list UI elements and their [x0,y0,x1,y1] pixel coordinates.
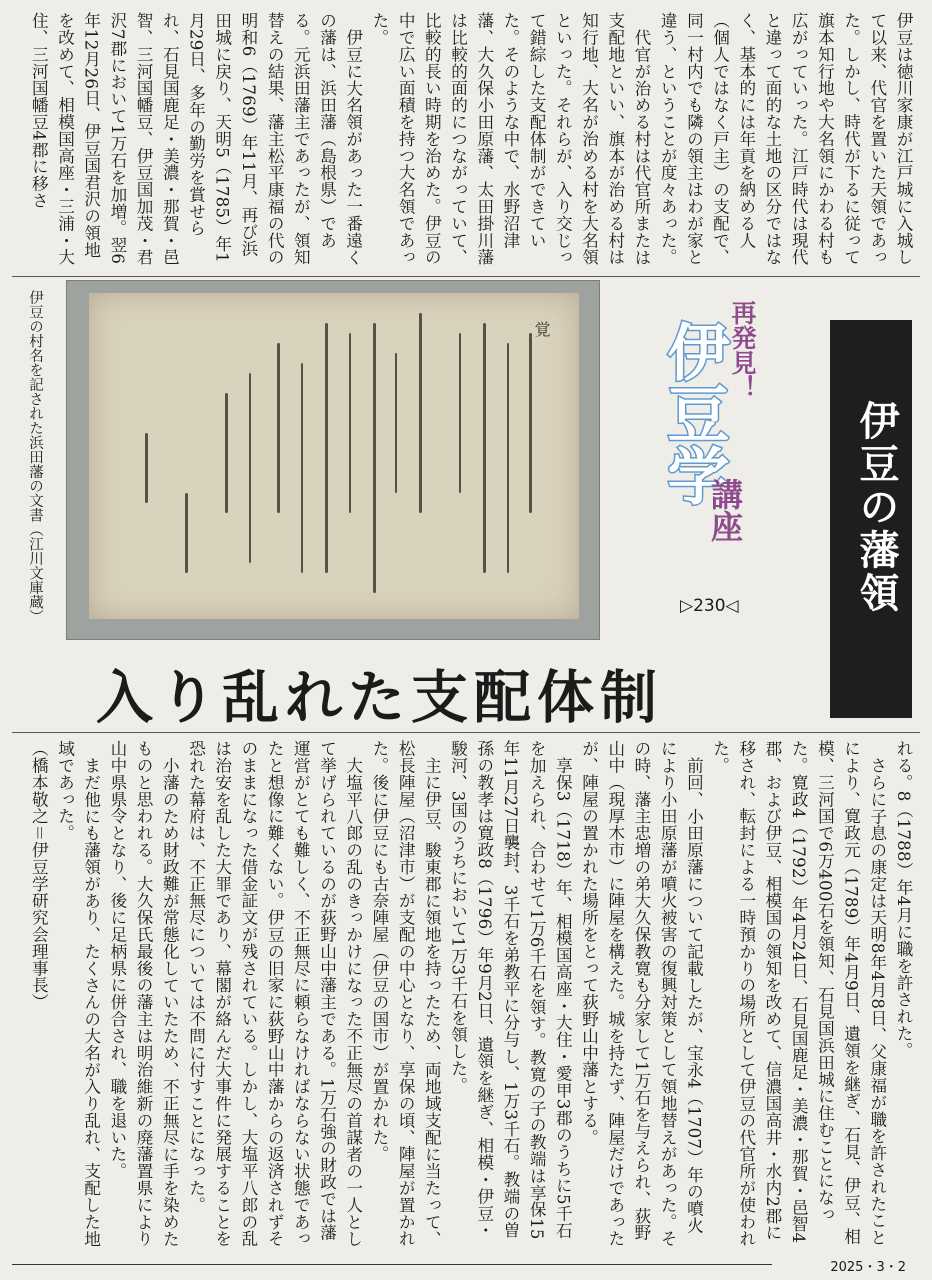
article-paragraph: さらに子息の康定は天明8年4月8日、父康福が職を許されたことにより、寛政元（1789）年4月9日、遺領を継ぎ、石見、伊豆、相模、三河国で6万400石を領知、石見国浜田城に住むことになった。寛政4（1792）年4月24日、石見国鹿足・美濃・那賀・邑智4郡、および伊豆、相模国の領知を改めて、信濃国高井・水内2郡に移され、転封による一時預かりの場所として伊豆の代官所が使われた。 [710,740,887,1247]
series-logo [650,300,810,590]
article-bottom-block [29,740,916,1250]
article-paragraph: 小藩のため財政難が常態化していたため、不正無尽に手を染めたものと思われる。大久保氏最後の藩主は明治維新の廃藩置県により山中県県令となり、後に足柄県に併合され、職を退いた。 [107,740,180,1247]
series-number: ▷230◁ [680,596,739,616]
divider [12,276,920,277]
article-paragraph: 大塩平八郎の乱のきっかけになった不正無尽の首謀者の一人として挙げられているのが荻野山中藩主である。1万石強の財政では藩運営がとても難しく、不正無尽に頼らなければならない状態であったと想像に難くない。伊豆の旧家に荻野山中藩からの返済されずそのままになった借金証文が残されている。しかし、大塩平八郎の乱は治安を乱した大罪であり、幕閣が絡んだ大事件に発展することを恐れた幕府は、不正無尽については不問に付すことになった。 [186,740,363,1247]
publication-date: 2025・3・2 [822,1256,906,1275]
article-top-block [29,12,916,270]
article-paragraph: 伊豆は徳川家康が江戸城に入城して以来、代官を置いた天領であった。しかし、時代が下るに従って旗本知行地や大名領にかわる村も広がっていった。江戸時代は現代と違って面的な土地の区分ではなく、基本的には年貢を納める人（個人ではなく戸主）の支配で、同一村内でも隣の領主はわが家と違う、ということが度々あった。 [658,12,913,266]
article-paragraph: 代官が治める村は代官所または支配地といい、旗本が治める村は知行地、大名が治める村を大名領といった。それらが、入り交じって錯綜した支配体制ができていた。そのような中で、水野沼津藩、大久保小田原藩、太田掛川藩は比較的面的につながっていて、比較的長い時期を治めた。伊豆の中で広い面積を持つ大名領であった。 [369,12,651,266]
article-paragraph: 享保3（1718）年、相模国高座・大住・愛甲3郡のうちに5千石を加えられ、合わせて1万6千石を領す。教寛の子の教端は享保15年11月27日襲封、3千石を弟教平に分与し、1万3千石。教端の曽孫の教孝は寛政8（1796）年9月2日、遺領を継ぎ、相模・伊豆・駿河、3国のうちにおいて1万3千石を領した。 [448,740,573,1240]
series-label-small: 再発見！ [728,300,757,400]
article-paragraph: 主に伊豆、駿東郡に領地を持ったため、両地域支配に当たって、松長陣屋（沼津市）が支配の中心となり、享保の頃、陣屋が置かれた。後に伊豆にも古奈陣屋（伊豆の国市）が置かれた。 [369,740,442,1247]
historical-document-photo [66,280,600,640]
headline: 入り乱れた支配体制 [96,664,663,731]
document-mark: 覚 [532,321,551,337]
topic-title: 伊豆の藩領 [853,400,899,615]
series-label-main: 伊豆学 [657,320,730,506]
article-paragraph: 前回、小田原藩について記載したが、宝永4（1707）年の噴火により小田原藩が噴火被害の復興対策として領地替えがあった。その時、藩主忠増の弟大久保教寛も分家して1万石を与えられ、荻野山中（現厚木市）に陣屋を構えた。城を持たず、陣屋だけであったが、陣屋の置かれた場所をとって荻野山中藩とする。 [579,740,704,1247]
divider [12,732,920,733]
article-paragraph: 伊豆に大名領があった一番遠くの藩は、浜田藩（島根県）である。元浜田藩主であったが、領知替えの結果、藩主松平康福の代の明和6（1769）年11月、再び浜田城に戻り、天明5（1785）年1月29日、多年の勤労を賞せられ、石見国鹿足・美濃・那賀・邑智、三河国幡豆、伊豆国加茂・君沢7郡において1万石を加増。翌6年12月26日、伊豆国君沢の領地を改めて、相模国高座・三浦・大住、三河国幡豆4郡に移さ [29,12,363,266]
document-paper [89,293,579,619]
footer-rule [12,1264,772,1265]
byline: （橋本敬之＝伊豆学研究会理事長） [29,740,49,1011]
article-paragraph: れる。8（1788）年4月に職を許された。 [894,740,913,1059]
topic-box [830,320,912,718]
series-label-sub: 講座 [706,478,744,542]
photo-caption: 伊豆の村名を記された浜田藩の文書（江川文庫蔵） [27,290,43,624]
article-paragraph: まだ他にも藩領があり、たくさんの大名が入り乱れ、支配した地域であった。 [55,740,101,1247]
